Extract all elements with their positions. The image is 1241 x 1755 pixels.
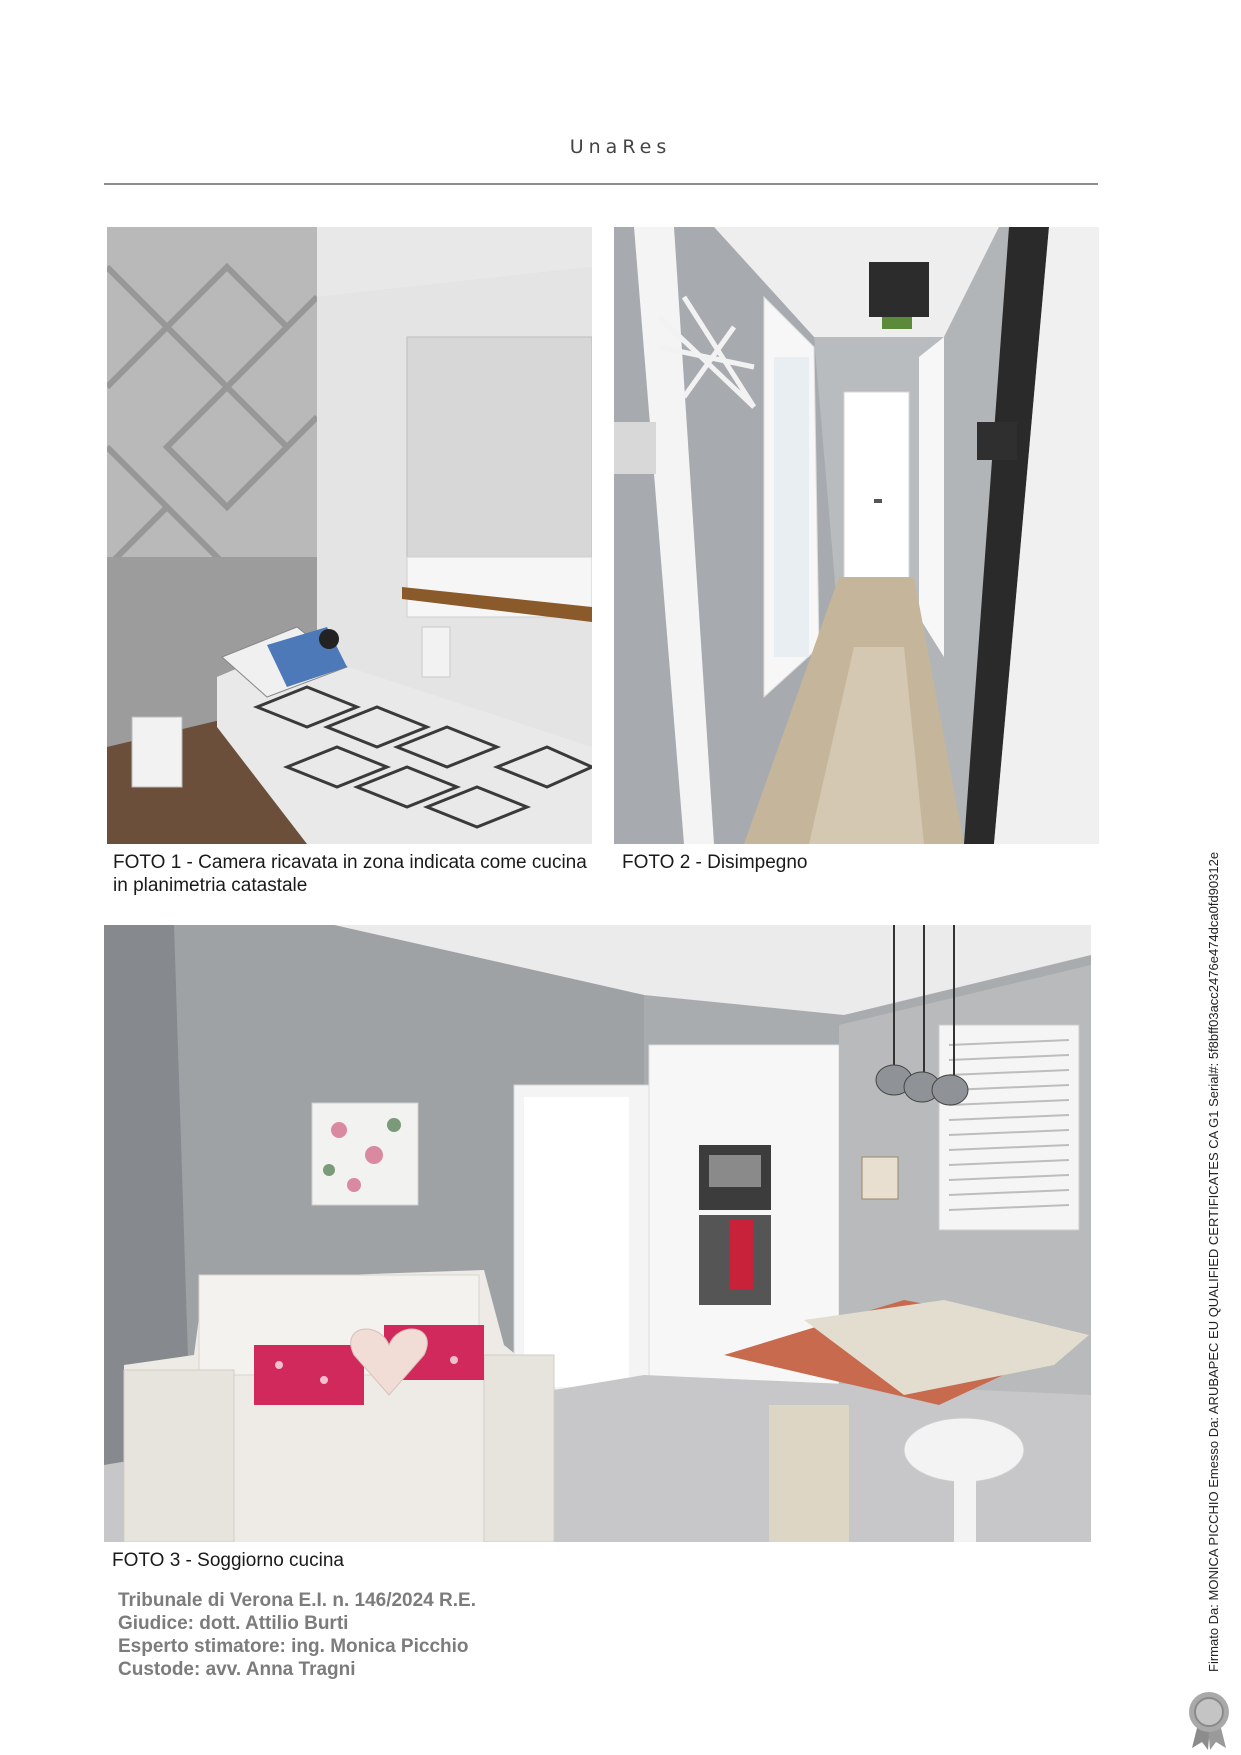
photo-caption: FOTO 2 - Disimpegno (622, 852, 808, 873)
photo-hallway (614, 227, 1099, 844)
seal-icon (1186, 1690, 1232, 1750)
case-judge-line: Giudice: dott. Attilio Burti (118, 1613, 349, 1634)
digital-signature-note: Firmato Da: MONICA PICCHIO Emesso Da: ARUBAPEC EU QUALIFIED CERTIFICATES CA G1 Serial#: 5f8bff03acc2476e474dca0fd90312e (1206, 851, 1221, 1672)
case-info-footer (118, 1589, 476, 1681)
case-expert-line: Esperto stimatore: ing. Monica Picchio (118, 1636, 469, 1657)
photo-caption: FOTO 3 - Soggiorno cucina (112, 1550, 344, 1571)
case-court-line: Tribunale di Verona E.I. n. 146/2024 R.E. (118, 1590, 476, 1611)
header-divider (104, 183, 1098, 185)
photo-living-kitchen (104, 925, 1091, 1542)
header-brand: UnaRes (569, 136, 672, 158)
case-custodian-line: Custode: avv. Anna Tragni (118, 1659, 356, 1680)
photo-bedroom (107, 227, 592, 844)
photo-caption: FOTO 1 - Camera ricavata in zona indicata come cucina in planimetria catastale (113, 852, 587, 896)
